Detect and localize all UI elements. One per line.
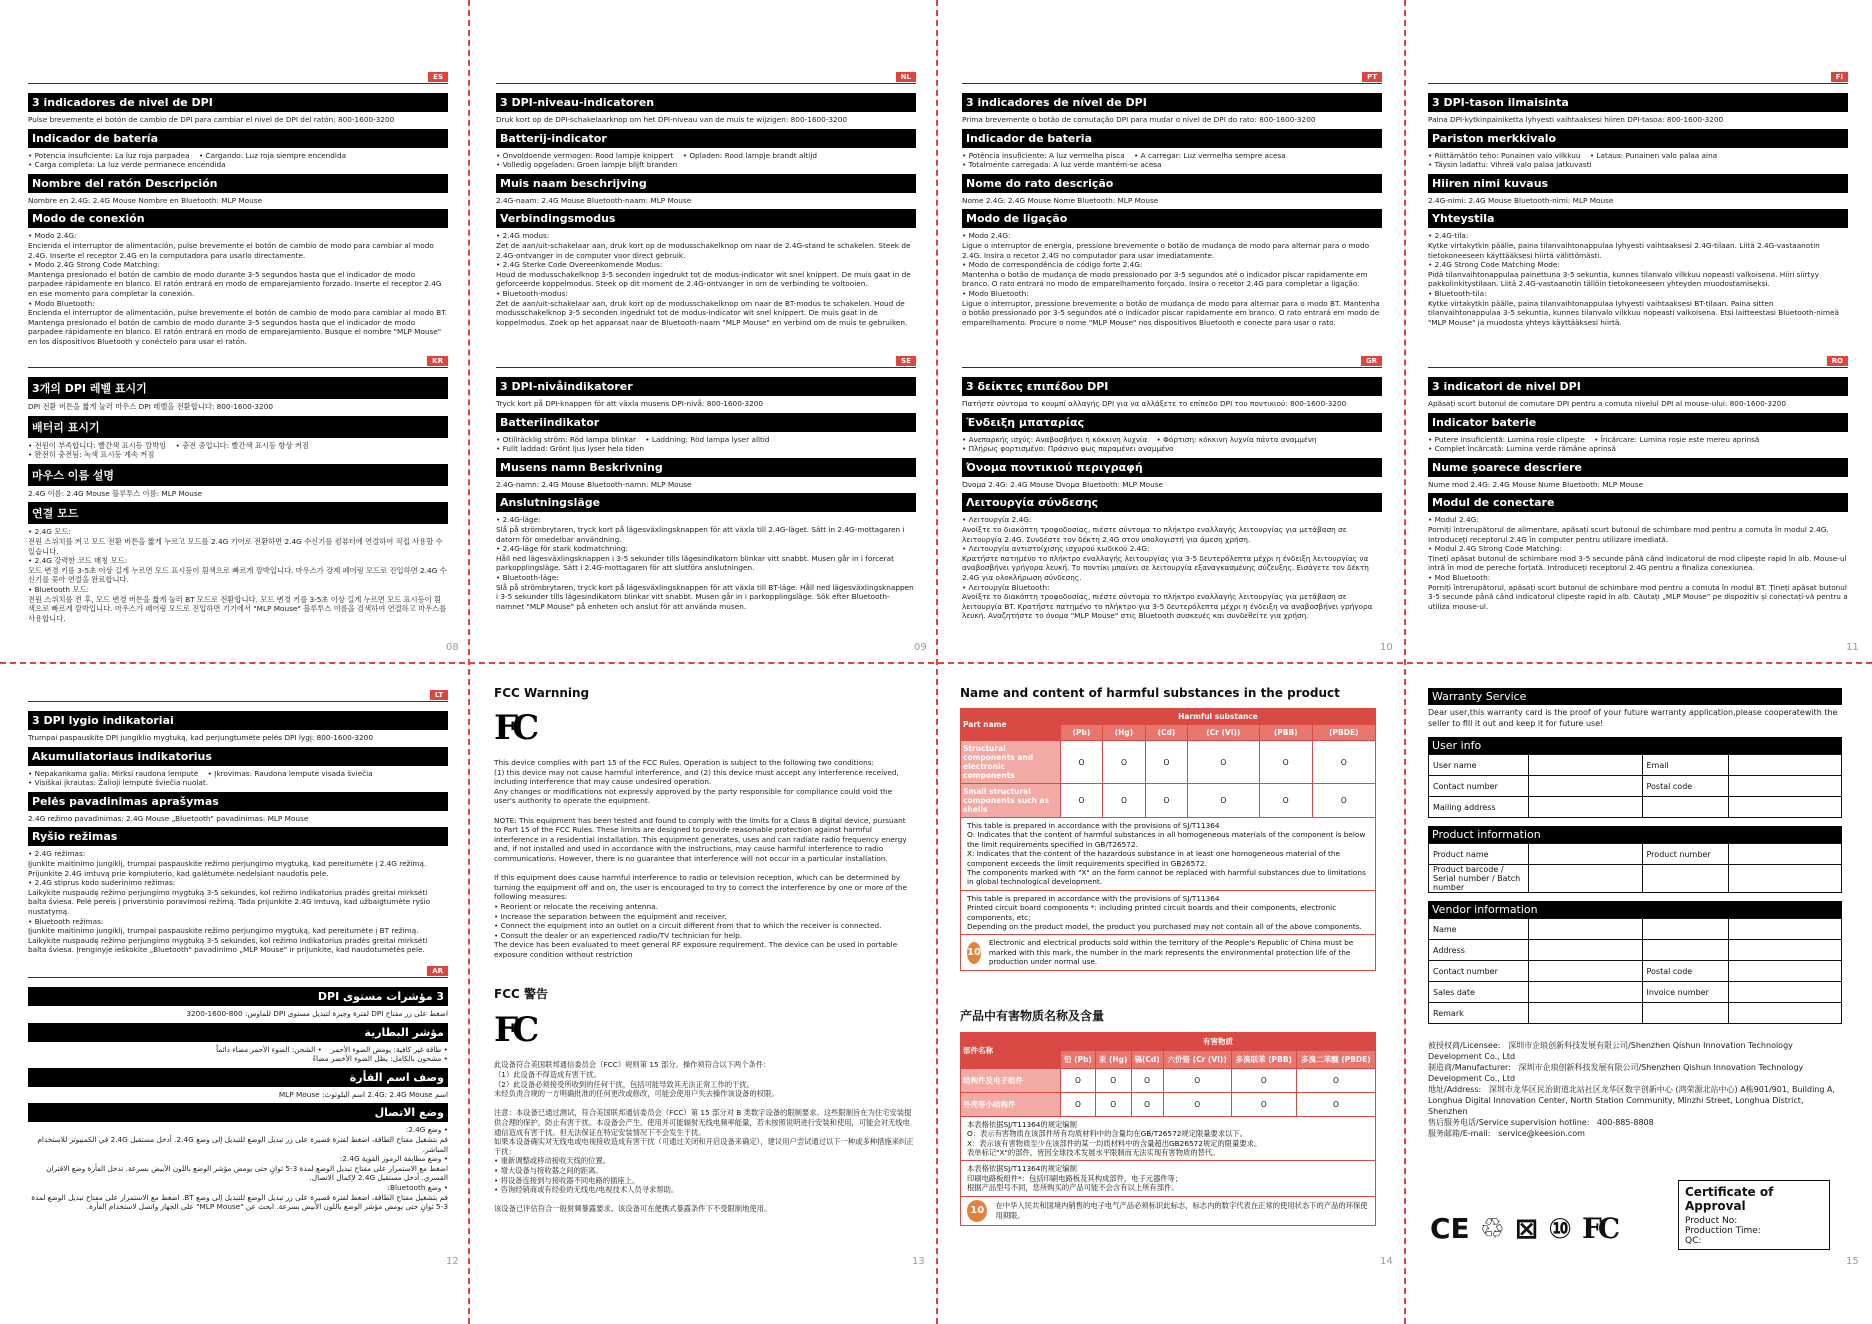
form-label: Name	[1429, 919, 1529, 940]
lang-panel-se	[496, 356, 916, 611]
dpi-section-title: 3 indicadores de nivel de DPI	[28, 93, 448, 112]
compliance-mark-cell: O	[1259, 784, 1312, 818]
harmful-substance-header-cn: 有害物质	[1061, 1032, 1376, 1050]
substance-column-header: 铅 (Pb)	[1061, 1050, 1096, 1068]
lang-panel-kr	[28, 356, 448, 623]
form-row	[1429, 961, 1842, 982]
form-label: Address	[1429, 940, 1529, 961]
fcc-text-cn: 此设备符合美国联邦通信委员会（FCC）规则第 15 部分。操作须符合以下两个条件： （1）此设备不得造成有害干扰。 （2）此设备必须接受所收到的任何干扰，包括可能导致其无法正常工作的干扰。 未经负责合规的一方明确批准的任何更改或修改，可能会使用户失去操作该设备的权限。 注意：本设备已通过测试，符合美国联邦通信委员会（FCC）第 15 部分对 B 类数字设备的限制要求。这些限制旨在为住宅安装提供合理的保护，防止有害干扰。本设备会产生、使用并可能辐射无线电频率能量，若未按照说明进行安装和使用，可能会对无线电通信造成有害干扰。但无法保证在特定安装情况下不会发生干扰。 如果本设备确实对无线电或电视接收造成有害干扰（可通过关闭和开启设备来确定），建议用户尝试通过以下一种或多种措施来纠正干扰： • 重新调整或移动接收天线的位置。 • 增大设备与接收器之间的距离。 • 将设备连接到与接收器不同电路的插座上。 • 咨询经销商或有经验的无线电/电视技术人员寻求帮助。 该设备已评估符合一般射频暴露要求。该设备可在便携式暴露条件下不受限制地使用。	[494, 1060, 914, 1214]
compliance-mark-cell: O	[1102, 784, 1145, 818]
warranty-intro: Dear user,this warranty card is the proof of your future warranty application,please cooperatewith the seller to fill it out and keep it for future use!	[1428, 708, 1838, 728]
hazard-note2-cn: 本表格依据SJ/T11364的规定编制 印刷电路板组件*：包括印刷电路板及其构成部件，电子元器件等； 根据产品型号不同，您所购买的产品可能不会含有以上所有部件。	[960, 1161, 1376, 1196]
hazard-panel	[960, 686, 1376, 1226]
hazard-note2-en: This table is prepared in accordance with the provisions of SJ/T11364 Printed circuit board components *: including printed circuit boards and their components, electronic components, etc; Depending on the product model, the product you purchased may not contain all of the above components.	[960, 891, 1376, 936]
ce-mark-icon: CE	[1430, 1212, 1470, 1245]
form-field[interactable]	[1529, 940, 1643, 961]
form-label: Sales date	[1429, 982, 1529, 1003]
part-name-cell: Structural components and electronic components	[961, 741, 1061, 784]
form-field[interactable]	[1728, 1003, 1842, 1024]
dpi-section-title: 3 DPI-nivåindikatorer	[496, 377, 916, 396]
hazard-row	[961, 741, 1376, 784]
fcc-logo-icon: FC	[494, 708, 534, 748]
form-label: Email	[1642, 755, 1728, 776]
substance-column-header: 多溴二苯醚 (PBDE)	[1296, 1050, 1375, 1068]
dpi-section-title: 3 δείκτες επιπέδου DPI	[962, 377, 1382, 396]
mouse-name-text: اسم 2.4G: 2.4G Mouse اسم البلوتوث: MLP Mouse	[278, 1089, 448, 1099]
dpi-intro: Πατήστε σύντομα το κουμπί αλλαγής DPI για να αλλάξετε το επίπεδο DPI του ποντικιού: 800-1600-3200	[962, 399, 1347, 408]
compliance-mark-cell: O	[1102, 741, 1145, 784]
lang-panel-ro	[1428, 356, 1848, 611]
connection-text: • 2.4G modus: Zet de aan/uit-schakelaar aan, druk kort op de modusschakelknop om naar de 2.4G-stand te schakelen. Steek de 2.4G-ontvanger in de computer voor direct gebruik. • 2.4G Sterke Code Overeenkomende Modus: Houd de modusschakelknop 3-5 seconden ingedrukt tot de modus-indicator wit snel knippert. De muis gaat in de geforceerde koppelmodus. Steek op dit moment de 2.4G-ontvanger in om de verbinding te voltooien. • Bluetooth-modus: Zet de aan/uit-schakelaar aan, druk kort op de modusschakelknop om naar de BT-modus te schakelen. Houd de modusschakelknop 3-5 seconden ingedrukt tot de modus-indicator wit snel knippert. De muis gaat in de koppelmodus. Zoek op het apparaat naar de Bluetooth-naam "MLP Mouse" en verbind om de muis te gebruiken.	[496, 231, 911, 327]
dpi-intro: Apăsați scurt butonul de comutare DPI pentru a comuta nivelul DPI al mouse-ului: 800-1600-3200	[1428, 399, 1786, 408]
form-field[interactable]	[1529, 919, 1643, 940]
compliance-mark-cell: O	[1187, 784, 1259, 818]
mouse-name-section-title: Nume șoarece descriere	[1428, 458, 1848, 477]
certificate-of-approval	[1678, 1180, 1830, 1250]
product-info-table	[1428, 843, 1842, 893]
epup-row-en	[960, 935, 1376, 970]
weee-bin-icon: ⊠	[1514, 1212, 1539, 1245]
form-label: Product number	[1642, 844, 1728, 865]
battery-section-title: Indicador de batería	[28, 129, 448, 148]
lang-tag-line	[962, 72, 1382, 84]
battery-text: • Potência insuficiente: A luz vermelha pisca • A carregar: Luz vermelha sempre acesa • Totalmente carregada: A luz verde mantém-se acesa	[962, 150, 1286, 170]
mouse-name-section-title: Muis naam beschrijving	[496, 174, 916, 193]
connection-text: • Modo 2.4G: Ligue o interruptor de energia, pressione brevemente o botão de mudança de modo para alternar para o modo 2.4G. Insira o recetor 2.4G no computador para usar imediatamente. • Modo de correspondência de código forte 2.4G: Mantenha o botão de mudança de modo pressionado por 3-5 segundos até o indicador piscar rapidamente em branco. O rato entrará no modo de emparelhamento forçado. Insira o recetor 2.4G para completar a ligação. • Modo Bluetooth: Ligue o interruptor, pressione brevemente o botão de mudança de modo para alternar para o modo BT. Mantenha o botão pressionado por 3-5 segundos até o indicador piscar rapidamente em branco. O rato entrará em modo de emparelhamento. Procure o nome "MLP Mouse" nos dispositivos Bluetooth e conecte para usar o rato.	[962, 231, 1380, 327]
form-label: Postal code	[1642, 776, 1728, 797]
cert-qc: QC:	[1685, 1236, 1702, 1246]
warranty-panel	[1428, 688, 1842, 1139]
battery-section-title: Batteriindikator	[496, 413, 916, 432]
fcc-panel	[494, 686, 914, 1214]
compliance-mark-cell: O	[1296, 1092, 1375, 1116]
mouse-name-section-title: Nome do rato descrição	[962, 174, 1382, 193]
lang-panel-nl	[496, 72, 916, 327]
form-label	[1642, 865, 1728, 893]
page-number-15: 15	[1846, 1256, 1859, 1267]
form-label: Contact number	[1429, 961, 1529, 982]
epup-10-icon: 10	[967, 942, 981, 964]
connection-section-title: Verbindingsmodus	[496, 209, 916, 228]
lang-tag: ES	[428, 72, 448, 82]
form-field[interactable]	[1728, 776, 1842, 797]
battery-section-title: Indicator baterie	[1428, 413, 1848, 432]
connection-text: • 2.4G-tila: Kytke virtakytkin päälle, paina tilanvaihtonappulaa lyhyesti vaihtaaksesi 2.4G-tilaan. Liitä 2.4G-vastaanotin tietokoneeseen käyttääksesi hiirtä välittömästi. • 2.4G Strong Code Matching Mode: Pidä tilanvaihtonappulaa painettuna 3-5 sekuntia, kunnes tilanvalo vilkkuu nopeasti valkoisena. Hiiri siirtyy pakkolinkitystilaan. Liitä 2.4G-vastaanotin tällöin tietokoneeseen yhteyden muodostamiseksi. • Bluetooth-tila: Kytke virtakytkin päälle, paina tilanvaihtonappulaa lyhyesti vaihtaaksesi BT-tilaan. Paina sitten tilanvaihtonappulaa 3-5 sekuntia, kunnes tilanvalo vilkkuu nopeasti valkoisena. Etsi laitteestasi Bluetooth-nimeä "MLP Mouse" ja muodosta yhteys käyttääksesi hiirtä.	[1428, 231, 1839, 327]
compliance-mark-cell: O	[1131, 1092, 1163, 1116]
product-info-header: Product information	[1428, 826, 1842, 843]
compliance-mark-cell: O	[1095, 1092, 1131, 1116]
compliance-mark-cell: O	[1231, 1068, 1296, 1092]
lang-tag-line	[496, 356, 916, 368]
substance-column-header: 镉(Cd)	[1131, 1050, 1163, 1068]
form-row	[1429, 865, 1842, 893]
battery-section-title: Akumuliatoriaus indikatorius	[28, 747, 448, 766]
dpi-intro: Druk kort op de DPI-schakelaarknop om het DPI-niveau van de muis te wijzigen: 800-1600-3200	[496, 115, 847, 124]
form-field[interactable]	[1728, 982, 1842, 1003]
lang-tag: NL	[896, 72, 916, 82]
form-label: Postal code	[1642, 961, 1728, 982]
connection-section-title: Anslutningsläge	[496, 493, 916, 512]
form-row	[1429, 1003, 1842, 1024]
hazard-title-en: Name and content of harmful substances in the product	[960, 686, 1340, 700]
substance-column-header: (PBB)	[1259, 725, 1312, 741]
hazard-table-en	[960, 708, 1376, 818]
dpi-section-title: 3 DPI-tason ilmaisinta	[1428, 93, 1848, 112]
form-field[interactable]	[1529, 865, 1643, 893]
lang-tag-line	[28, 72, 448, 84]
form-field[interactable]	[1529, 1003, 1643, 1024]
battery-section-title: Ένδειξη μπαταρίας	[962, 413, 1382, 432]
form-field[interactable]	[1529, 755, 1643, 776]
compliance-mark-cell: O	[1296, 1068, 1375, 1092]
hazard-note1-cn: 本表格依据SJ/T11364的规定编制 O：表示有害物质在该部件所有均质材料中的含量均在GB/T26572规定限量要求以下。 X：表示该有害物质至少在该部件的某一均质材料中的含量超出GB26572规定的限量要求。 表单标记"X"的部件，皆因全球技术发展水平限制而无法实现有害物质的替代。	[960, 1117, 1376, 1162]
dpi-section-title: 3 indicadores de nível de DPI	[962, 93, 1382, 112]
lang-panel-pt	[962, 72, 1382, 327]
dpi-section-title: 3 مؤشرات مستوى DPI	[28, 987, 448, 1006]
dpi-section-title: 3 DPI lygio indikatoriai	[28, 711, 448, 730]
form-field[interactable]	[1728, 844, 1842, 865]
vendor-info-table	[1428, 918, 1842, 1024]
mouse-name-section-title: Pelės pavadinimas aprašymas	[28, 792, 448, 811]
connection-text: • Modo 2.4G: Encienda el interruptor de alimentación, pulse brevemente el botón de cambio de modo para cambiar al modo 2.4G. Inserte el receptor 2.4G en la computadora para usarlo directamente. • Modo 2.4G Strong Code Matching: Mantenga presionado el botón de cambio de modo durante 3-5 segundos hasta que el indicador de modo parpadee rápidamente en blanco. El ratón entrará en modo de emparejamiento forzado. Inserte el receptor 2.4G en ese momento para completar la conexión. • Modo Bluetooth: Encienda el interruptor de alimentación, pulse brevemente el botón de cambio de modo para cambiar al modo BT. Mantenga presionado el botón de cambio de modo durante 3-5 segundos hasta que el indicador de modo parpadee rápidamente en blanco. El ratón entrará en modo de emparejamiento. Busque el nombre "MLP Mouse" en los dispositivos Bluetooth y conéctelo para usar el ratón.	[28, 231, 448, 346]
compliance-mark-cell: O	[1061, 1068, 1096, 1092]
page-number: 08	[446, 642, 459, 653]
cert-product-no: Product No:	[1685, 1216, 1738, 1226]
lang-tag: RO	[1827, 356, 1848, 366]
compliance-mark-cell: O	[1061, 784, 1103, 818]
substance-column-header: 汞 (Hg)	[1095, 1050, 1131, 1068]
form-label: Product barcode / Serial number / Batch number	[1429, 865, 1529, 893]
lang-tag: LT	[430, 690, 448, 700]
connection-section-title: Modo de ligação	[962, 209, 1382, 228]
lang-panel-gr	[962, 356, 1382, 621]
compliance-mark-cell: O	[1231, 1092, 1296, 1116]
page-number: 10	[1380, 642, 1393, 653]
mouse-name-text: Nome 2.4G: 2.4G Mouse Nome Bluetooth: MLP Mouse	[962, 195, 1159, 205]
epup-10-icon-cn: 10	[967, 1200, 987, 1222]
lang-tag-line	[28, 966, 448, 978]
page-number: 11	[1846, 642, 1859, 653]
mouse-name-text: 2.4G 이름: 2.4G Mouse 블루투스 이름: MLP Mouse	[28, 488, 203, 498]
hazard-row	[961, 784, 1376, 818]
form-field[interactable]	[1529, 961, 1643, 982]
battery-text: • Nepakankama galia: Mirksi raudona lemputė • Įkrovimas: Raudona lemputė visada šviečia • Visiškai įkrautas: Žalioji lemputė šviečia nuolat.	[28, 768, 373, 788]
compliance-mark-cell: O	[1131, 1068, 1163, 1092]
battery-section-title: 배터리 표시기	[28, 416, 448, 438]
mouse-name-section-title: Όνομα ποντικιού περιγραφή	[962, 458, 1382, 477]
compliance-mark-cell: O	[1163, 1092, 1231, 1116]
connection-text: • Λειτουργία 2.4G: Ανοίξτε το διακόπτη τροφοδοσίας, πιέστε σύντομα το πλήκτρο εναλλαγής λειτουργίας για μετάβαση σε λειτουργία 2.4G. Συνδέστε τον δέκτη 2.4G στον υπολογιστή για άμεση χρήση. • Λειτουργία αντιστοίχισης ισχυρού κωδικού 2.4G: Κρατήστε πατημένο το πλήκτρο εναλλαγής λειτουργίας για 3-5 δευτερόλεπτα μέχρι η ένδειξη λειτουργίας να αναβοσβήνει γρήγορα λευκή. Το ποντίκι μπαίνει σε λειτουργία εξαναγκασμένης σύζευξης. Εισάγετε τον δέκτη 2.4G για ολοκλήρωση σύνδεσης. • Λειτουργία Bluetooth: Ανοίξτε το διακόπτη τροφοδοσίας, πιέστε σύντομα το πλήκτρο εναλλαγής λειτουργίας για μετάβαση σε λειτουργία BT. Κρατήστε πατημένο το πλήκτρο για 3-5 δευτερόλεπτα μέχρι η ένδειξη να αναβοσβήνει γρήγορα λευκή. Αναζητήστε το όνομα "MLP Mouse" στις Bluetooth συσκευές και συνδεθείτε για χρήση.	[962, 515, 1373, 621]
battery-section-title: Batterij-indicator	[496, 129, 916, 148]
part-name-header-cn: 部件名称	[961, 1032, 1061, 1068]
form-row	[1429, 776, 1842, 797]
lang-tag-line	[1428, 356, 1848, 368]
compliance-mark-cell: O	[1259, 741, 1312, 784]
battery-text: • 전원이 부족합니다: 빨간색 표시등 깜박임 • 충전 중입니다: 빨간색 표시등 항상 켜짐 • 완전히 충전됨: 녹색 표시등 계속 켜짐	[28, 440, 309, 460]
connection-text: • 2.4G 모드: 전원 스위치를 켜고 모드 전환 버튼을 짧게 누르고 모드를 2.4G 기어로 전환하면 2.4G 수신기를 컴퓨터에 연결하여 직접 사용할 수 있습니다. • 2.4G 강력한 코드 매칭 모드: 모드 변경 키를 3-5초 이상 길게 누르면 모드 표시등이 흰색으로 빠르게 깜박입니다. 마우스가 강제 페어링 모드로 진입하면 2.4G 수신기를 꽂아 연결을 완료합니다. • Bluetooth 모드: 전원 스위치를 켠 후, 모드 변경 버튼을 짧게 눌러 BT 모드로 전환합니다. 모드 변경 키를 3-5초 이상 길게 누르면 모드 표시등이 흰색으로 빠르게 깜박입니다. 마우스가 페어링 모드로 진입하면 기기에서 "MLP Mouse" 블루투스 이름을 검색하여 연결하고 마우스를 사용합니다.	[28, 527, 447, 623]
dpi-section-title: 3 DPI-niveau-indicatoren	[496, 93, 916, 112]
battery-text: • Potencia insuficiente: La luz roja parpadea • Cargando: Luz roja siempre encendida • Carga completa: La luz verde permanece encendida	[28, 150, 347, 170]
form-field[interactable]	[1529, 776, 1643, 797]
hazard-note1-en: This table is prepared in accordance with the provisions of SJ/T11364 O: Indicates that the content of harmful substances in all homogeneous materials of the component is below the limit requirements specified in GB/T26572. X: Indicates that the content of the hazardous substance in at least one homogeneous material of the component exceeds the limit requirements specified in GB26572. The components marked with "X" on the form cannot be replaced with harmful substances due to limitations in global technological development.	[960, 818, 1376, 891]
part-name-header: Part name	[961, 709, 1061, 741]
connection-section-title: Ryšio režimas	[28, 827, 448, 846]
epup-10-mark-icon: ⑩	[1548, 1212, 1572, 1245]
dpi-intro: اضغط على زر مفتاح DPI لفترة وجيزة لتبديل مستوى DPI للماوس: 800-1600-3200	[186, 1009, 448, 1018]
lang-panel-fi	[1428, 72, 1848, 327]
mouse-name-text: Nombre en 2.4G: 2.4G Mouse Nombre en Bluetooth: MLP Mouse	[28, 195, 263, 205]
connection-text: • Modul 2.4G: Porniți întrerupătorul de alimentare, apăsați scurt butonul de schimbare mod pentru a comuta în modul 2.4G. Introduceți receptorul 2.4G în computer pentru utilizare imediată. • Modul 2.4G Strong Code Matching: Țineți apăsat butonul de schimbare mod 3-5 secunde până când indicatorul de mod clipește rapid în alb. Mouse-ul intră în mod de pereche forțată. Introduceți receptorul 2.4G pentru a finaliza conexiunea. • Mod Bluetooth: Porniți întrerupătorul, apăsați scurt butonul de schimbare mod pentru a comuta în modul BT. Țineți apăsat butonul 3-5 secunde până când indicatorul clipește rapid în alb. Căutați „MLP Mouse” pe dispozitiv și conectați-vă pentru a utiliza mouse-ul.	[1428, 515, 1848, 611]
fold-line-vertical-2	[936, 0, 938, 1324]
compliance-mark-cell: O	[1095, 1068, 1131, 1092]
lang-panel-es	[28, 72, 448, 347]
mouse-name-text: Όνομα 2.4G: 2.4G Mouse Όνομα Bluetooth: MLP Mouse	[962, 479, 1164, 489]
connection-section-title: 연결 모드	[28, 502, 448, 524]
form-label: Contact number	[1429, 776, 1529, 797]
form-field[interactable]	[1728, 755, 1842, 776]
dpi-section-title: 3개의 DPI 레벨 표시기	[28, 377, 448, 399]
hazard-table-cn	[960, 1032, 1376, 1117]
dpi-intro: Paina DPI-kytkinpainiketta lyhyesti vaihtaaksesi hiiren DPI-tasoa: 800-1600-3200	[1428, 115, 1724, 124]
battery-section-title: Indicador de bateria	[962, 129, 1382, 148]
warranty-title: Warranty Service	[1428, 688, 1842, 705]
substance-column-header: 多溴联苯 (PBB)	[1231, 1050, 1296, 1068]
compliance-mark-cell: O	[1061, 1092, 1096, 1116]
epup-row-cn	[960, 1197, 1376, 1226]
dpi-intro: DPI 전환 버튼을 짧게 눌러 마우스 DPI 레벨을 전환합니다: 800-1600-3200	[28, 402, 273, 411]
battery-text: • Ανεπαρκής ισχύς: Αναβοσβήνει η κόκκινη λυχνία • Φόρτιση: κόκκινη λυχνία πάντα αναμμένη • Πλήρως φορτισμένο: Πράσινο φως παραμένει αναμμένο	[962, 434, 1317, 454]
lang-tag-line	[28, 690, 448, 702]
substance-column-header: 六价铬 (Cr (VI))	[1163, 1050, 1231, 1068]
compliance-mark-cell: O	[1146, 784, 1188, 818]
form-row	[1429, 919, 1842, 940]
recycle-icon: ♲	[1479, 1212, 1505, 1245]
dpi-intro: Trumpai paspauskite DPI jungiklio mygtuką, kad perjungtumėte pelės DPI lygį: 800-1600-3200	[28, 733, 373, 742]
compliance-mark-cell: O	[1061, 741, 1103, 784]
mouse-name-section-title: Musens namn Beskrivning	[496, 458, 916, 477]
lang-tag-line	[1428, 72, 1848, 84]
lang-tag-line	[28, 356, 448, 368]
form-label	[1642, 797, 1728, 818]
lang-tag: PT	[1362, 72, 1382, 82]
mouse-name-text: 2.4G-nimi: 2.4G Mouse Bluetooth-nimi: MLP Mouse	[1428, 195, 1614, 205]
substance-column-header: (Cr (VI))	[1187, 725, 1259, 741]
mouse-name-text: 2.4G-namn: 2.4G Mouse Bluetooth-namn: MLP Mouse	[496, 479, 692, 489]
fcc-title-cn: FCC 警告	[494, 987, 548, 1002]
form-field[interactable]	[1728, 919, 1842, 940]
page-number-14: 14	[1380, 1256, 1393, 1267]
company-info: 被授权商/Licensee: 深圳市企琅创新科技发展有限公司/Shenzhen Qishun Innovation Technology Development Co., Ltd 制造商/Manufacturer: 深圳市企琅创新科技发展有限公司/Shenzhen Qishun Innovation Technology Development Co., Ltd 地址/Address: 深圳市龙华区民治街道北站社区龙华区数字创新中心 (鸿荣源北站中心) A栋901/901, Building A, Longhua Digital Innovation Center, North Station Community, Minzhi Street, Longhua District, Shenzhen 售后服务电话/Service supervision hotline: 400-885-8808 服务邮箱/E-mail: service@keesion.com	[1428, 1041, 1836, 1138]
form-field[interactable]	[1728, 797, 1842, 818]
hazard-title-cn: 产品中有害物质名称及含量	[960, 1008, 1105, 1023]
compliance-marks	[1430, 1212, 1616, 1245]
dpi-intro: Prima brevemente o botão de comutação DPI para mudar o nível de DPI do rato: 800-1600-3200	[962, 115, 1316, 124]
connection-text: • 2.4G-läge: Slå på strömbrytaren, tryck kort på lägesväxlingsknappen för att växla till 2.4G-läget. Sätt in 2.4G-mottagaren i datorn för omedelbar användning. • 2.4G-läge för stark kodmatchning: Håll ned lägesväxlingsknappen i 3-5 sekunder tills lägesindikatorn blinkar vitt snabbt. Musen går in i forcerat parkopplingsläge. Sätt i 2.4G-mottagaren för att slutföra anslutningen. • Bluetooth-läge: Slå på strömbrytaren, tryck kort på lägesväxlingsknappen för att växla till BT-läge. Håll ned lägesväxlingsknappen i 3-5 sekunder tills lägesindikatorn blinkar vitt snabbt. Musen går in i parkopplingsläge. Sök efter Bluetooth-namnet "MLP Mouse" på enheten och anslut för att använda musen.	[496, 515, 914, 611]
connection-section-title: Modul de conectare	[1428, 493, 1848, 512]
part-name-cell: 结构件及电子组件	[961, 1068, 1061, 1092]
form-field[interactable]	[1728, 940, 1842, 961]
form-row	[1429, 940, 1842, 961]
page-number: 12	[446, 1256, 459, 1267]
epup-text-en: Electronic and electrical products sold within the territory of the People's Republic of China must be marked with this mark, the number in the mark represents the environmental protection life of the production under normal use.	[988, 938, 1354, 967]
form-label: Remark	[1429, 1003, 1529, 1024]
substance-column-header: (PBDE)	[1312, 725, 1375, 741]
form-label: Product name	[1429, 844, 1529, 865]
hazard-row	[961, 1092, 1376, 1116]
fcc-text-en: This device complies with part 15 of the FCC Rules. Operation is subject to the following two conditions: (1) this device may not cause harmful interference, and (2) this device must accept any interference received, including interference that may cause undesired operation. Any changes or modifications not expressly approved by the party responsible for compliance could void the user's authority to operate the equipment. NOTE: This equipment has been tested and found to comply with the limits for a Class B digital device, pursuant to Part 15 of the FCC Rules. These limits are designed to provide reasonable protection against harmful interference in a residential installation. This equipment generates, uses and can radiate radio frequency energy and, if not installed and used in accordance with the instructions, may cause harmful interference to radio communications. However, there is no guarantee that interference will not occur in a particular installation. If this equipment does cause harmful interference to radio or television reception, which can be determined by turning the equipment off and on, the user is encouraged to try to correct the interference by one or more of the following measures: • Reorient or relocate the receiving antenna. • Increase the separation between the equipment and receiver. • Connect the equipment into an outlet on a circuit different from that to which the receiver is connected. • Consult the dealer or an experienced radio/TV technician for help. The device has been evaluated to meet general RF exposure requirement. The device can be used in portable exposure condition without restriction	[494, 758, 907, 959]
connection-text: • 2.4G režimas: Įjunkite maitinimo jungiklį, trumpai paspauskite režimo perjungimo mygtuką, kad pereitumėte į 2.4G režimą. Prijunkite 2.4G imtuvą prie kompiuterio, kad galėtumėte nedelsiant naudotis pele. • 2.4G stiprus kodo suderinimo režimas: Laikykite nuspaudę režimo perjungimo mygtuką 3-5 sekundes, kol režimo indikatorius pradės greitai mirksėti balta šviesa. Pelė pereis į priverstinio poravimosi režimą. Tada prijunkite 2.4G imtuvą, kad užbaigtumėte ryšio nustatymą. • Bluetooth režimas: Įjunkite maitinimo jungiklį, trumpai paspauskite režimo perjungimo mygtuką, kad pereitumėte į BT režimą. Laikykite nuspaudę režimo perjungimo mygtuką 3-5 sekundes, kol režimo indikatorius pradės greitai mirksėti balta šviesa. Įrenginyje ieškokite „Bluetooth" pavadinimo „MLP Mouse" ir prijunkite, kad naudotumėtės pele.	[28, 849, 431, 955]
mouse-name-section-title: 마우스 이름 설명	[28, 464, 448, 486]
fcc-mark-icon: FC	[1581, 1212, 1617, 1245]
epup-text-cn: 在中华人民共和国境内销售的电子电气产品必须标识此标志，标志内的数字代表在正常的使用状态下的产品的环保使用期限。	[995, 1201, 1368, 1220]
part-name-cell: Small structural components such as shells	[961, 784, 1061, 818]
lang-panel-ar	[28, 966, 448, 1212]
mouse-name-section-title: Nombre del ratón Descripción	[28, 174, 448, 193]
fcc-logo-icon-cn: FC	[494, 1010, 534, 1051]
battery-section-title: مؤشر البطارية	[28, 1023, 448, 1042]
form-label	[1642, 1003, 1728, 1024]
battery-text: • Onvoldoende vermogen: Rood lampje knippert • Opladen: Rood lampje brandt altijd • Volledig opgeladen: Groen lampje blijft branden	[496, 150, 817, 170]
form-row	[1429, 797, 1842, 818]
connection-section-title: وضع الاتصال	[28, 1103, 448, 1122]
part-name-cell: 外壳等小结构件	[961, 1092, 1061, 1116]
compliance-mark-cell: O	[1163, 1068, 1231, 1092]
mouse-name-section-title: Hiiren nimi kuvaus	[1428, 174, 1848, 193]
substance-column-header: (Pb)	[1061, 725, 1103, 741]
fold-line-vertical-3	[1404, 0, 1406, 1324]
connection-section-title: Yhteystila	[1428, 209, 1848, 228]
cert-production-time: Production Time:	[1685, 1226, 1761, 1236]
substance-column-header: (Hg)	[1102, 725, 1145, 741]
cert-title: Certificate of Approval	[1685, 1185, 1774, 1213]
substance-column-header: (Cd)	[1146, 725, 1188, 741]
lang-tag-line	[496, 72, 916, 84]
page-number: 09	[914, 642, 927, 653]
form-row	[1429, 982, 1842, 1003]
connection-section-title: Modo de conexión	[28, 209, 448, 228]
harmful-substance-header: Harmful substance	[1061, 709, 1376, 725]
page-number-13: 13	[912, 1256, 925, 1267]
compliance-mark-cell: O	[1187, 741, 1259, 784]
fold-line-vertical-1	[468, 0, 470, 1324]
fcc-title-en: FCC Warnning	[494, 686, 590, 700]
form-field[interactable]	[1529, 982, 1643, 1003]
battery-text: • Putere insuficientă: Lumina roșie clipește • Încărcare: Lumina roșie este mereu aprinsă • Complet încărcată: Lumina verde rămâne aprinsă	[1428, 434, 1760, 454]
compliance-mark-cell: O	[1312, 741, 1375, 784]
dpi-intro: Pulse brevemente el botón de cambio de DPI para cambiar el nivel de DPI del ratón: 800-1600-3200	[28, 115, 395, 124]
vendor-info-header: Vendor information	[1428, 901, 1842, 918]
dpi-intro: Tryck kort på DPI-knappen för att växla musens DPI-nivå: 800-1600-3200	[496, 399, 764, 408]
form-label: Invoice number	[1642, 982, 1728, 1003]
lang-tag: AR	[427, 966, 448, 976]
form-row	[1429, 844, 1842, 865]
form-field[interactable]	[1529, 797, 1643, 818]
connection-section-title: Λειτουργία σύνδεσης	[962, 493, 1382, 512]
form-label	[1642, 919, 1728, 940]
mouse-name-text: 2.4G-naam: 2.4G Mouse Bluetooth-naam: MLP Mouse	[496, 195, 692, 205]
user-info-header: User info	[1428, 737, 1842, 754]
lang-tag: KR	[427, 356, 448, 366]
dpi-section-title: 3 indicatori de nivel DPI	[1428, 377, 1848, 396]
hazard-row	[961, 1068, 1376, 1092]
battery-text: • Riittämätön teho: Punainen valo vilkkuu • Lataus: Punainen valo palaa aina • Täysin ladattu: Vihreä valo palaa jatkuvasti	[1428, 150, 1718, 170]
mouse-name-text: 2.4G režimo pavadinimas: 2.4G Mouse „Bluetooth" pavadinimas: MLP Mouse	[28, 813, 309, 823]
form-field[interactable]	[1529, 844, 1643, 865]
battery-text: • Otillräcklig ström: Röd lampa blinkar • Laddning: Röd lampa lyser alltid • Fullt laddad: Grönt ljus lyser hela tiden	[496, 434, 770, 454]
form-row	[1429, 755, 1842, 776]
lang-tag-line	[962, 356, 1382, 368]
form-field[interactable]	[1728, 961, 1842, 982]
lang-tag: GR	[1361, 356, 1382, 366]
connection-text: • وضع 2.4G: قم بتشغيل مفتاح الطاقة، اضغط لفترة قصيرة على زر تبديل الوضع للتبديل إلى وضع 2.4G. أدخل مستقبل 2.4G في الكمبيوتر للاستخدام المباشر. • وضع مطابقة الرموز القوية 2.4G: اضغط مع الاستمرار على مفتاح تبديل الوضع لمدة 3-5 ثوانٍ حتى يومض مؤشر الوضع باللون الأبيض بسرعة. تدخل الفأرة وضع الاقتران القسري. أدخل مستقبل 2.4G لإكمال الاتصال. • وضع Bluetooth: قم بتشغيل مفتاح الطاقة، اضغط لفترة قصيرة على زر تبديل الوضع للتبديل إلى وضع BT. اضغط مع الاستمرار على مفتاح تبديل الوضع لمدة 3-5 ثوانٍ حتى يومض مؤشر الوضع باللون الأبيض بسرعة. ابحث عن "MLP Mouse" على الجهاز واتصل لاستخدام الفأرة.	[31, 1125, 448, 1212]
mouse-name-text: Nume mod 2.4G: 2.4G Mouse Nume Bluetooth: MLP Mouse	[1428, 479, 1644, 489]
battery-text: • طاقة غير كافية: يومض الضوء الأحمر • الشحن: الضوء الأحمر مضاء دائماً • مشحون بالكامل: يظل الضوء الأخضر مضاءً	[216, 1044, 448, 1064]
form-field[interactable]	[1728, 865, 1842, 893]
compliance-mark-cell: O	[1146, 741, 1188, 784]
lang-panel-lt	[28, 690, 448, 955]
compliance-mark-cell: O	[1312, 784, 1375, 818]
mouse-name-section-title: وصف اسم الفأرة	[28, 1068, 448, 1087]
battery-section-title: Pariston merkkivalo	[1428, 129, 1848, 148]
form-label: Mailing address	[1429, 797, 1529, 818]
lang-tag: FI	[1831, 72, 1848, 82]
user-info-table	[1428, 754, 1842, 818]
form-label: User name	[1429, 755, 1529, 776]
lang-tag: SE	[896, 356, 916, 366]
form-label	[1642, 940, 1728, 961]
